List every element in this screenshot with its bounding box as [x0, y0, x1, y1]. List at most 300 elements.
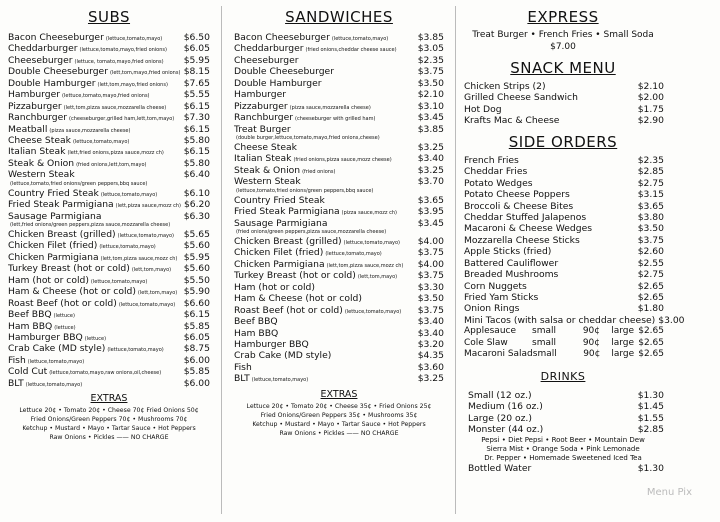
menu-item-name: BLT [234, 373, 250, 385]
sized-item-large-label: large [611, 348, 635, 359]
menu-item-price: $3.20 [417, 338, 444, 350]
menu-item-name: Ham BBQ [234, 327, 279, 339]
menu-item-price: $5.60 [183, 263, 210, 275]
menu-item-price: $6.15 [183, 123, 210, 135]
menu-item-price: $3.85 [417, 123, 444, 135]
menu-item-name: Cheeseburger [8, 54, 73, 66]
menu-item [234, 350, 444, 361]
menu-item-name: Double Hamburger [8, 77, 96, 89]
menu-item-note: (lettuce,tomato,mayo) [72, 138, 130, 145]
menu-item-price: $3.65 [417, 194, 444, 206]
menu-item [8, 66, 210, 77]
menu-item-price: $5.65 [183, 229, 210, 241]
menu-item-name: Chicken Parmigiana [8, 251, 99, 263]
menu-item [462, 314, 685, 326]
menu-item-name: Fried Steak Parmigiana [8, 199, 114, 211]
menu-item-name: Ham BBQ [8, 320, 53, 332]
menu-item-label [234, 142, 297, 153]
menu-item-price: $3.75 [417, 66, 444, 78]
menu-item-note: (lettuce,tomato,mayo) [107, 347, 164, 354]
menu-item-note: (lettuce,tomato,mayo) [105, 36, 163, 42]
sized-item [462, 338, 664, 349]
menu-item-note: (fried onions,lett,tom,mayo) [76, 161, 147, 168]
menu-item-note: (fried onions/green peppers,pizza sauce,mozzarella cheese) [236, 229, 387, 236]
menu-item-name: Apple Sticks (fried) [464, 246, 552, 258]
menu-item-label [234, 282, 315, 293]
menu-item-note: (lettuce, tomato,mayo,fried onions) [74, 58, 164, 65]
sized-item [462, 349, 664, 360]
menu-item-note: (lett,tom,mayo,fried onions) [110, 70, 181, 77]
menu-item-price: $2.10 [417, 89, 444, 101]
menu-item [8, 32, 210, 43]
menu-item-note: (lettuce,tomato,mayo) [27, 358, 85, 365]
menu-item-note: (fried onions) [302, 168, 336, 175]
menu-item [234, 293, 444, 304]
menu-item [234, 101, 444, 112]
menu-item-note: (lett,tom,mayo) [137, 290, 178, 297]
menu-item [234, 218, 444, 236]
menu-item-name: Roast Beef (hot or cold) [8, 297, 117, 309]
sized-item-small-label: small [532, 337, 556, 348]
menu-item-name: Pizzaburger [234, 100, 288, 112]
menu-item-name: Ham (hot or cold) [8, 274, 89, 286]
menu-item-price: $1.45 [637, 401, 664, 413]
menu-item-name: Battered Cauliflower [464, 257, 559, 269]
menu-item-note: (lett,fried onions,pizza sauce,mozz ch) [67, 150, 164, 157]
menu-item-note: (lett,tom,pizza sauce,mozz ch) [100, 255, 178, 262]
menu-item-name: Ranchburger [8, 112, 68, 124]
menu-item [8, 89, 210, 100]
sized-item-large-price: $2.65 [638, 337, 664, 348]
menu-item-price: $3.40 [417, 327, 444, 339]
sized-item-small-price: 90¢ [582, 337, 600, 348]
menu-item-name: Cheddarburger [8, 43, 78, 55]
menu-item-price: $5.55 [183, 89, 210, 101]
menu-item-name: Fried Yam Sticks [464, 292, 539, 303]
menu-item-name: Hamburger BBQ [234, 338, 309, 350]
menu-item [462, 189, 664, 200]
menu-item [8, 124, 210, 135]
menu-item-name: Meatball [8, 123, 48, 135]
right-column [462, 6, 685, 474]
menu-item [462, 258, 664, 269]
menu-item-price: $3.45 [417, 217, 444, 229]
menu-item [8, 343, 210, 354]
menu-item-label [234, 316, 278, 327]
menu-item-note: (lettuce,tomato,mayo) [251, 377, 309, 384]
express-title: EXPRESS [527, 8, 599, 26]
menu-item-price: $1.55 [637, 412, 664, 424]
menu-item-label [234, 362, 252, 373]
sized-item-name: Macaroni Salad [464, 348, 533, 359]
sized-item-large-price: $2.65 [638, 326, 664, 337]
menu-item [462, 92, 664, 103]
menu-item-price: $2.85 [637, 424, 664, 436]
menu-item [8, 43, 210, 54]
menu-item-price: $3.50 [637, 223, 664, 235]
menu-item-name: Steak & Onion [8, 157, 75, 169]
menu-item-note: (lettuce,tomato,mayo) [343, 240, 401, 247]
menu-item [234, 124, 444, 142]
menu-item-name: Hot Dog [464, 103, 502, 115]
menu-item-note: (lettuce,tomato,mayo) [118, 301, 176, 308]
menu-item [234, 195, 444, 206]
menu-item-name: Small (12 oz.) [468, 389, 532, 401]
menu-item-note: (lettuce,tomato,mayo) [331, 36, 389, 42]
menu-item-label [234, 78, 322, 89]
sized-item-small-price: 90¢ [582, 326, 600, 337]
menu-item-price: $3.25 [417, 373, 444, 385]
menu-item [8, 146, 210, 157]
menu-item-name: Western Steak [234, 176, 301, 188]
menu-item-note: (lettuce,tomato,mayo) [100, 191, 158, 198]
menu-item-name: Hamburger [234, 89, 287, 101]
menu-item-note: (lettuce,tomato,mayo) [325, 251, 382, 258]
drinks-title: DRINKS [540, 369, 586, 383]
menu-item-price: $6.20 [183, 199, 211, 211]
sides-sized-list [462, 326, 664, 360]
menu-item-name: Ham & Cheese (hot or cold) [234, 293, 362, 305]
sized-item [462, 326, 664, 337]
menu-item-price: $6.15 [183, 146, 210, 158]
menu-item-price: $2.60 [637, 246, 664, 258]
menu-item-price: $1.80 [637, 303, 664, 315]
menu-item-price: $6.15 [183, 309, 210, 321]
menu-item-note: (lettuce,tomato,mayo,fried onions) [79, 47, 167, 54]
express-price: $7.00 [550, 42, 576, 52]
menu-item [234, 89, 444, 100]
menu-item-label [234, 293, 362, 304]
menu-item-name: Mini Tacos (with salsa or cheddar cheese) [464, 314, 656, 326]
sandwiches-list [234, 32, 444, 385]
sandwiches-extras [234, 402, 444, 438]
menu-item-price: $3.75 [417, 270, 444, 282]
menu-item-note: (lettuce,tomato,fried onions/green peppers,bbq sauce) [10, 180, 148, 187]
menu-item [8, 286, 210, 297]
menu-item-name: Broccoli & Cheese Bites [464, 200, 574, 212]
menu-item-note: (pizza sauce,mozz ch) [341, 210, 397, 217]
menu-item [462, 104, 664, 115]
menu-item-name: Chicken Parmigiana [234, 258, 325, 270]
menu-item [8, 275, 210, 286]
menu-item-note: (lett,tom,pizza sauce,mozz ch) [326, 262, 404, 269]
menu-item-price: $3.70 [417, 176, 444, 188]
extras-line: Ketchup • Mustard • Mayo • Tartar Sauce • Hot Peppers [22, 425, 196, 433]
menu-item [234, 206, 444, 217]
menu-item [8, 298, 210, 309]
menu-item [234, 339, 444, 350]
menu-item-label [234, 195, 325, 206]
menu-item-price: $3.65 [637, 200, 664, 212]
sized-item-large-price: $2.65 [638, 348, 664, 359]
menu-item-note: (lettuce,tomato,mayo) [25, 381, 83, 388]
menu-item-name: Cheese Steak [234, 141, 297, 153]
menu-item-name: Chicken Filet (fried) [8, 240, 98, 252]
drink-sizes [462, 390, 664, 436]
menu-item-price: $3.80 [637, 211, 664, 223]
menu-item-name: Beef BBQ [234, 316, 278, 328]
menu-item [234, 236, 444, 247]
menu-item-price: $5.85 [183, 320, 210, 332]
menu-item-price: $5.90 [183, 286, 210, 298]
menu-item-name: Ham (hot or cold) [234, 281, 315, 293]
menu-item-price: $5.85 [183, 366, 210, 378]
menu-item-name: Ham & Cheese (hot or cold) [8, 286, 136, 298]
menu-item-label [234, 66, 334, 77]
menu-item-name: Bacon Cheeseburger [234, 32, 330, 43]
menu-item [8, 211, 210, 229]
menu-item-note: (fried onions,pizza sauce,mozz cheese) [293, 157, 392, 164]
menu-item-name: Country Fried Steak [234, 194, 325, 206]
menu-item-name: Chicken Breast (grilled) [234, 236, 342, 248]
menu-item-note: (lettuce,tomato,mayo) [117, 233, 175, 240]
menu-item-price: $5.60 [183, 240, 210, 252]
menu-item-price: $3.85 [417, 32, 444, 43]
drink-list-line: Dr. Pepper • Homemade Sweetened Iced Tea [484, 453, 642, 462]
menu-item [462, 155, 664, 166]
menu-item-name: Sausage Parmigiana [234, 217, 328, 229]
menu-item-price: $6.50 [183, 32, 210, 43]
menu-item-name: Crab Cake (MD style) [8, 343, 106, 355]
sized-item-small-price: 90¢ [583, 348, 601, 359]
menu-item-name: Cheeseburger [234, 54, 299, 66]
menu-item [462, 223, 664, 234]
menu-item-note: (lettuce,tomato,mayo) [344, 308, 402, 315]
menu-item-price: $5.80 [183, 134, 210, 146]
menu-item [8, 55, 210, 66]
menu-item-name: Large (20 oz.) [468, 412, 532, 424]
menu-item-price: $4.00 [417, 236, 444, 248]
menu-item-price: $8.15 [183, 66, 210, 78]
menu-item [8, 101, 210, 112]
menu-item-name: Treat Burger [234, 123, 291, 135]
menu-item-note: (lettuce,tomato,mayo,fried onions) [62, 93, 150, 100]
menu-item [234, 142, 444, 153]
menu-item-note: (lettuce,tomato,mayo) [90, 278, 148, 285]
menu-item-name: Onion Rings [464, 303, 520, 315]
menu-item-price: $2.75 [637, 177, 664, 189]
snack-list [462, 81, 664, 127]
extras-line: Lettuce 20¢ • Tomato 20¢ • Cheese 70¢ Fried Onions 50¢ [19, 407, 199, 415]
menu-item-label [234, 350, 331, 361]
menu-item-note: (lettuce,tomato,fried onions/green peppers,bbq sauce) [236, 187, 374, 194]
menu-item-price: $4.35 [417, 350, 444, 362]
menu-item-name: Hamburger [8, 89, 61, 101]
menu-item [234, 328, 444, 339]
menu-item [8, 199, 210, 210]
sandwiches-extras-title: EXTRAS [320, 388, 358, 400]
menu-item-name: Roast Beef (hot or cold) [234, 304, 343, 316]
menu-item [462, 166, 664, 177]
menu-item [234, 259, 444, 270]
menu-item-price: $3.95 [417, 206, 444, 218]
menu-item-name: Hamburger BBQ [8, 331, 83, 343]
menu-item [462, 246, 664, 257]
menu-item-note: (cheeseburger,grilled ham,lett,tom,mayo) [69, 116, 175, 123]
menu-item-name: Cold Cut [8, 366, 48, 378]
menu-item-price: $6.00 [183, 377, 210, 389]
menu-item-price: $3.50 [417, 77, 444, 89]
menu-item-price: $2.35 [417, 54, 444, 66]
menu-item-note: (lett,pizza sauce,mozz ch) [115, 203, 181, 210]
sized-item-small-label: small [532, 348, 557, 359]
menu-item [234, 373, 444, 384]
menu-item [462, 235, 664, 246]
menu-item-name: Double Cheeseburger [234, 66, 334, 78]
menu-item [462, 115, 664, 126]
menu-item-name: Cheddar Fries [464, 166, 528, 178]
menu-item [8, 252, 210, 263]
menu-item [234, 112, 444, 123]
menu-item-name: Mozzarella Cheese Sticks [464, 234, 580, 246]
menu-item-name: Steak & Onion [234, 164, 301, 176]
menu-item-price: $2.85 [637, 166, 664, 178]
menu-item-name: Potato Cheese Poppers [464, 189, 570, 201]
menu-item [8, 321, 210, 332]
menu-item-name: Grilled Cheese Sandwich [464, 92, 578, 104]
drink-list-line: Pepsi • Diet Pepsi • Root Beer • Mountain Dew [481, 435, 645, 444]
menu-item-label [234, 339, 309, 350]
sized-item-name: Cole Slaw [464, 337, 508, 348]
extras-line: Raw Onions • Pickles —— NO CHARGE [279, 429, 399, 437]
menu-item-price: $2.10 [637, 81, 664, 92]
menu-item-price: $2.55 [637, 257, 664, 269]
menu-item-name: Fried Steak Parmigiana [234, 206, 340, 218]
sized-item-large-label: large [611, 337, 634, 348]
bottled-water-price: $1.30 [637, 462, 664, 474]
menu-item-price: $3.75 [637, 234, 664, 246]
menu-item [8, 169, 210, 187]
menu-item-price: $2.65 [637, 292, 664, 303]
menu-item [468, 424, 664, 435]
menu-item-price: $5.95 [183, 251, 210, 263]
menu-item-price: $3.30 [417, 281, 444, 293]
menu-item-note: (lettuce,tomato,mayo) [99, 244, 156, 251]
sized-item-small-label: small [532, 326, 556, 337]
menu-item-price: $3.60 [417, 361, 444, 373]
extras-line: Fried Onions/Green Peppers 35¢ • Mushrooms 35¢ [260, 411, 418, 419]
menu-item-name: Krafts Mac & Cheese [464, 115, 560, 127]
menu-item-name: Cheese Steak [8, 134, 71, 146]
subs-list [8, 32, 210, 389]
menu-item-price: $2.35 [637, 154, 664, 166]
watermark: Menu Pix [646, 487, 692, 498]
menu-item-price: $7.30 [183, 112, 210, 124]
menu-item-price: $3.25 [417, 164, 444, 176]
menu-item-name: Turkey Breast (hot or cold) [8, 263, 130, 275]
menu-item [468, 413, 664, 424]
menu-item-label [234, 328, 278, 339]
menu-item-price: $2.90 [637, 115, 664, 127]
bottled-water-name: Bottled Water [468, 462, 532, 474]
menu-item-price: $1.75 [637, 103, 664, 115]
menu-item [462, 281, 664, 292]
menu-item-name: Italian Steak [8, 146, 66, 158]
menu-item-name: Chicken Breast (grilled) [8, 229, 116, 241]
subs-extras [8, 406, 210, 442]
sandwiches-title: SANDWICHES [285, 8, 393, 26]
extras-line: Lettuce 20¢ • Tomato 20¢ • Cheese 35¢ • Fried Onions 25¢ [246, 402, 432, 410]
menu-item-price: $7.65 [183, 77, 210, 89]
menu-item-note: (lett,tom,mayo) [357, 274, 398, 281]
menu-item-price: $3.45 [417, 112, 444, 124]
menu-item-name: Beef BBQ [8, 309, 52, 321]
menu-item-label [8, 378, 82, 391]
menu-item [462, 201, 664, 212]
menu-item-price: $6.40 [183, 169, 210, 181]
sides-list [462, 154, 685, 327]
menu-item-price: $2.75 [637, 269, 664, 281]
menu-item-price: $6.30 [183, 210, 210, 222]
menu-item-note: (lettuce) [54, 324, 76, 331]
menu-item [8, 229, 210, 240]
menu-item-note: (lettuce,tomato,mayo,raw onions,oil,cheese) [49, 370, 162, 377]
menu-item-price: $5.50 [183, 274, 210, 286]
menu-item [234, 78, 444, 89]
menu-item-name: Double Cheeseburger [8, 66, 108, 78]
subs-extras-title: EXTRAS [90, 393, 128, 405]
menu-item-name: Western Steak [8, 169, 75, 181]
menu-item [234, 32, 444, 43]
menu-item [234, 176, 444, 194]
menu-item-name: Chicken Strips (2) [464, 81, 546, 92]
drink-list [462, 436, 664, 463]
menu-item-price: $6.00 [183, 354, 210, 366]
menu-item-name: Turkey Breast (hot or cold) [234, 270, 356, 282]
menu-item-price: $6.60 [183, 297, 210, 309]
sized-item-name: Applesauce [464, 326, 517, 337]
menu-item-name: Country Fried Steak [8, 187, 99, 199]
menu-item [234, 43, 444, 54]
menu-item-name: Sausage Parmigiana [8, 210, 102, 222]
menu-item [462, 178, 664, 189]
menu-item-price: $6.10 [183, 187, 210, 199]
menu-item [462, 292, 664, 303]
menu-item-name: Chicken Filet (fried) [234, 247, 324, 259]
menu-item-name: Double Hamburger [234, 77, 322, 89]
menu-item [234, 247, 444, 258]
subs-column [8, 6, 210, 442]
menu-item-name: BLT [8, 377, 24, 389]
menu-item-line [234, 176, 444, 187]
menu-item [8, 332, 210, 343]
menu-item-price: $3.75 [417, 304, 444, 316]
menu-item [462, 81, 664, 92]
menu-item [8, 263, 210, 274]
subs-title: SUBS [87, 8, 131, 26]
menu-item-note: (pizza sauce,mozzarella cheese) [289, 104, 371, 111]
menu-item-note: (lett,tom,mayo,fried onions) [97, 81, 168, 88]
menu-item [8, 135, 210, 146]
menu-item-name: Monster (44 oz.) [468, 424, 544, 436]
menu-item-price: $2.00 [637, 92, 664, 104]
extras-line: Fried Onions/Green Peppers 70¢ • Mushrooms 70¢ [30, 416, 188, 424]
menu-item [462, 303, 664, 314]
menu-item-label [234, 89, 286, 100]
menu-item-price: $6.05 [183, 331, 210, 343]
menu-item-note: (lett,tom,pizza sauce,mozzarella cheese) [63, 104, 167, 111]
extras-line: Ketchup • Mustard • Mayo • Tartar Sauce • Hot Peppers [252, 420, 426, 428]
menu-item-price: $8.75 [183, 343, 210, 355]
menu-item-name: Cheddarburger [234, 43, 304, 55]
menu-item-name: Bacon Cheeseburger [8, 32, 104, 43]
bottled-water-row [462, 463, 664, 474]
menu-item-name: Pizzaburger [8, 100, 62, 112]
menu-item-price: $5.95 [183, 54, 210, 66]
menu-item-price: $3.05 [417, 43, 444, 55]
menu-item-name: Fish [234, 361, 252, 373]
menu-item [234, 153, 444, 164]
